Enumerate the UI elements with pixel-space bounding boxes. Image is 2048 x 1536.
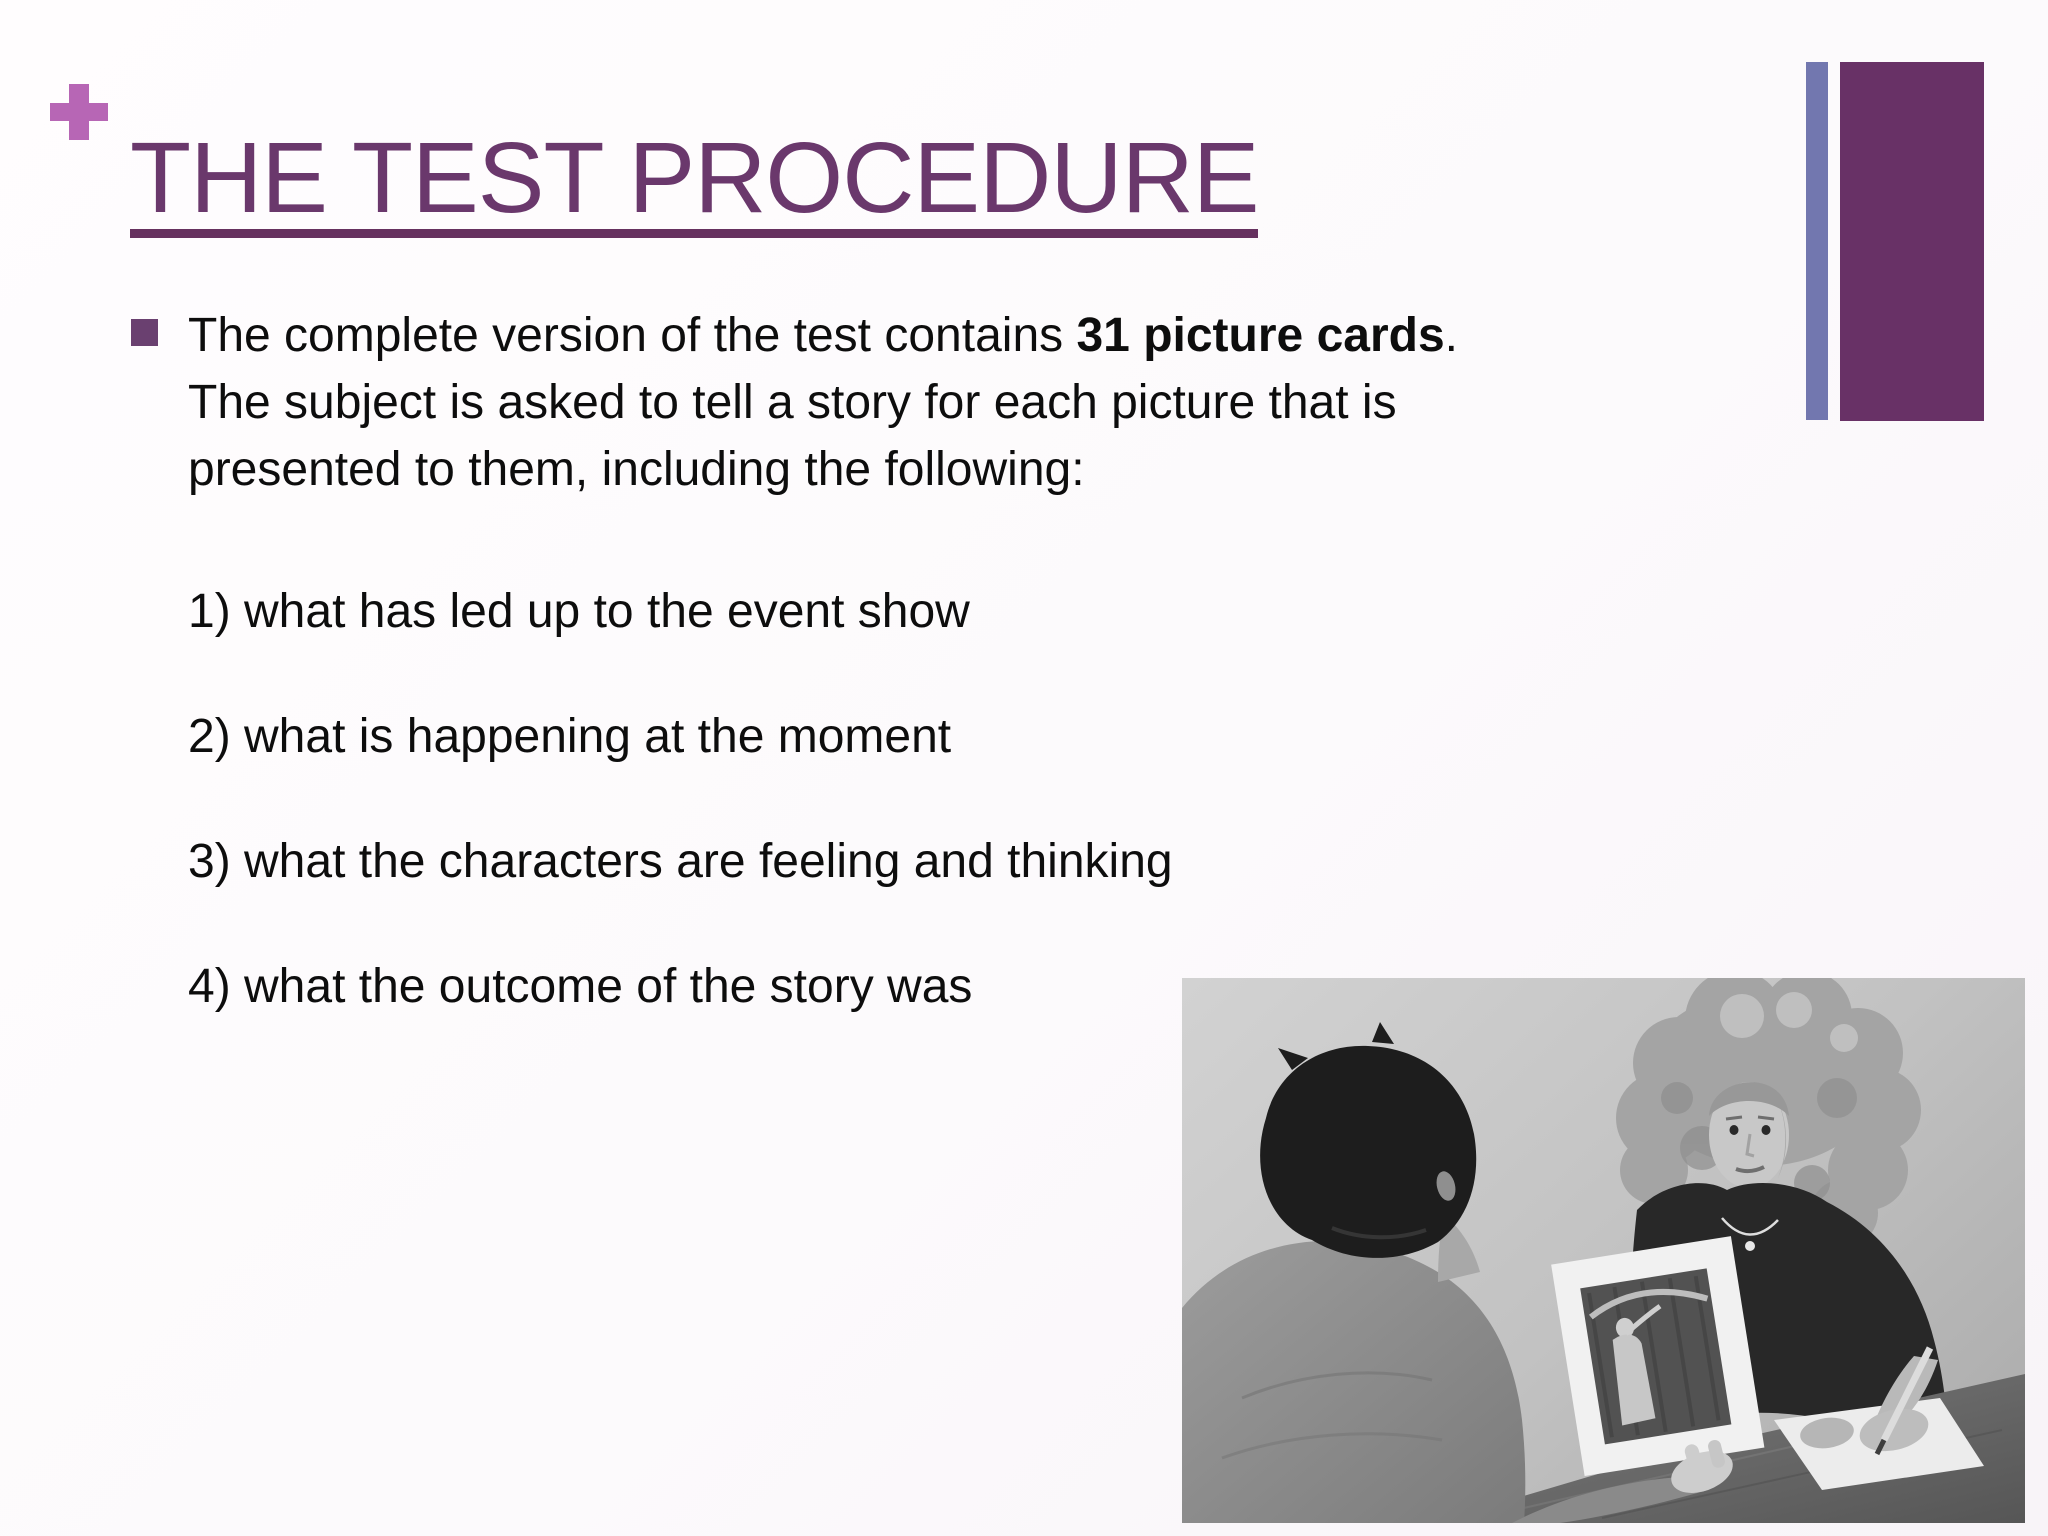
numbered-item-3: 3) what the characters are feeling and thinking — [188, 835, 1173, 888]
intro-paragraph-lines — [188, 302, 1458, 503]
plus-icon — [50, 84, 108, 140]
numbered-item-1: 1) what has led up to the event show — [188, 585, 970, 638]
numbered-item-2: 2) what is happening at the moment — [188, 710, 952, 763]
accent-bar-blue — [1806, 62, 1828, 420]
paragraph-line-2: The subject is asked to tell a story for each picture that is — [188, 376, 1397, 429]
plus-icon-horizontal-bar — [50, 103, 108, 121]
photo-illustration — [1182, 978, 2025, 1523]
page-title — [130, 122, 1259, 238]
paragraph-line-1-post: . — [1444, 309, 1458, 362]
accent-bar-purple — [1840, 62, 1984, 421]
paragraph-line-1 — [188, 309, 1458, 362]
paragraph-line-3: presented to them, including the following: — [188, 443, 1085, 496]
paragraph-line-1-bold: 31 picture cards — [1076, 309, 1445, 362]
bullet-square-icon — [131, 319, 158, 346]
photo-examiner-showing-card — [1182, 978, 2025, 1523]
intro-paragraph — [188, 302, 1458, 503]
paragraph-line-1-pre: The complete version of the test contains — [188, 309, 1077, 362]
numbered-item-4: 4) what the outcome of the story was — [188, 960, 973, 1013]
page-title-text: THE TEST PROCEDURE — [130, 128, 1258, 238]
